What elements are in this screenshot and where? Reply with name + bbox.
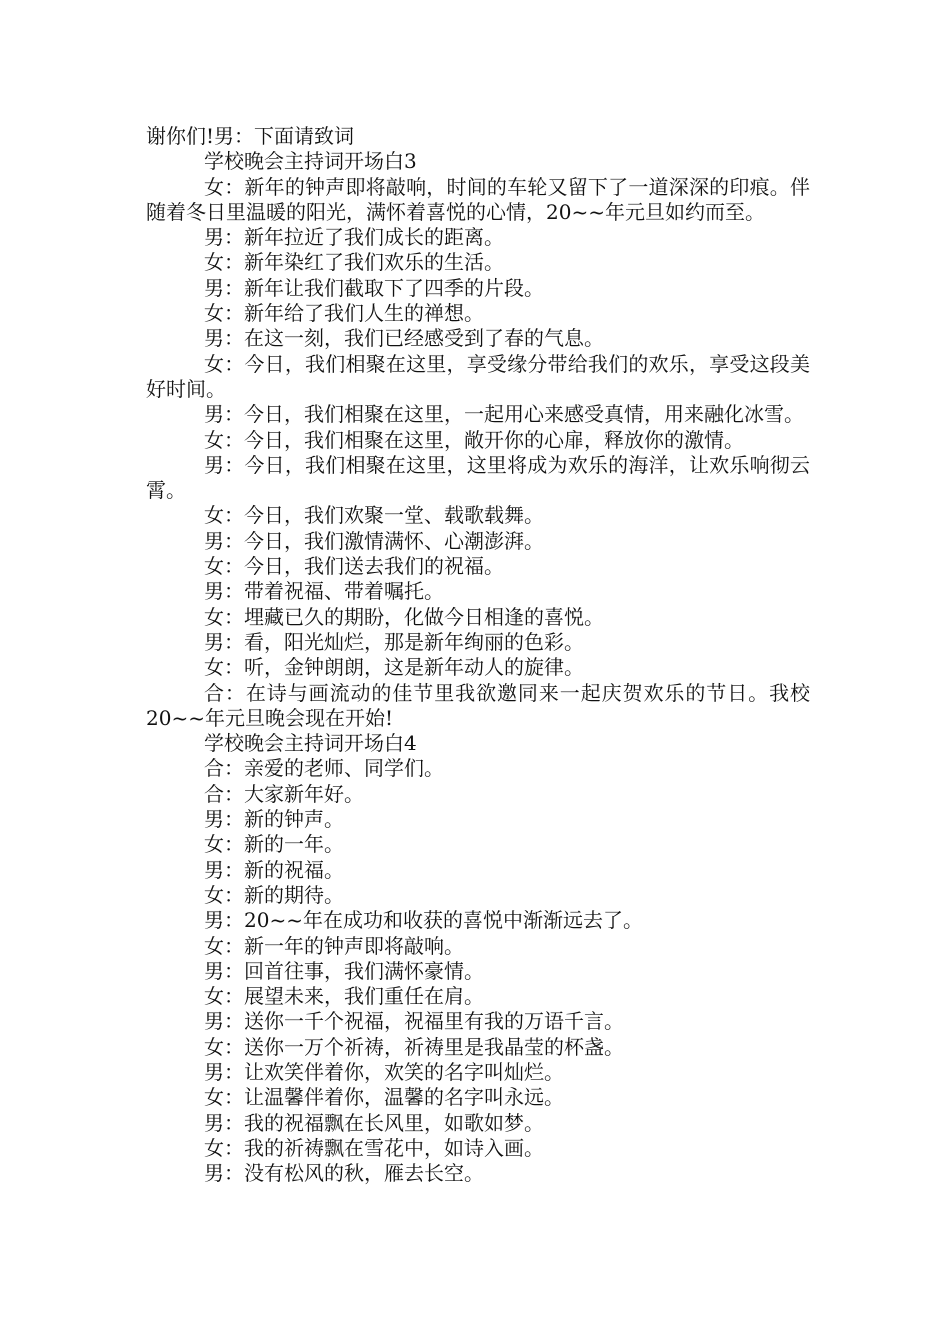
paragraph: 合：大家新年好。 (204, 781, 364, 806)
paragraph: 女：新的期待。 (204, 882, 344, 907)
paragraph: 男：看，阳光灿烂，那是新年绚丽的色彩。 (204, 629, 584, 654)
paragraph: 男：我的祝福飘在长风里，如歌如梦。 (204, 1110, 544, 1135)
paragraph: 男：在这一刻，我们已经感受到了春的气息。 (204, 326, 604, 351)
paragraph: 女：展望未来，我们重任在肩。 (204, 984, 484, 1009)
paragraph: 女：让温馨伴着你，温馨的名字叫永远。 (204, 1085, 564, 1110)
paragraph: 合：在诗与画流动的佳节里我欲邀同来一起庆贺欢乐的节日。我校20~~年元旦晚会现在开始! (146, 680, 810, 730)
paragraph: 女：听，金钟朗朗，这是新年动人的旋律。 (204, 655, 584, 680)
paragraph: 男：新的钟声。 (204, 807, 344, 832)
paragraph: 女：今日，我们相聚在这里，敞开你的心扉，释放你的激情。 (204, 427, 744, 452)
document-body (146, 124, 810, 1186)
paragraph: 男：带着祝福、带着嘱托。 (204, 579, 444, 604)
paragraph: 女：今日，我们相聚在这里，享受缘分带给我们的欢乐，享受这段美好时间。 (146, 351, 810, 401)
paragraph: 男：今日，我们激情满怀、心潮澎湃。 (204, 528, 544, 553)
paragraph: 男：新的祝福。 (204, 857, 344, 882)
paragraph: 女：新的一年。 (204, 832, 344, 857)
paragraph: 谢你们!男：下面请致词 (146, 124, 355, 148)
paragraph: 男：今日，我们相聚在这里，这里将成为欢乐的海洋，让欢乐响彻云霄。 (146, 452, 810, 503)
paragraph: 男：今日，我们相聚在这里，一起用心来感受真情，用来融化冰雪。 (204, 402, 804, 427)
paragraph: 男：20~~年在成功和收获的喜悦中渐渐远去了。 (204, 908, 643, 933)
paragraph: 男：没有松风的秋，雁去长空。 (204, 1161, 484, 1186)
paragraph: 女：新年给了我们人生的禅想。 (204, 301, 484, 326)
paragraph: 女：新年染红了我们欢乐的生活。 (204, 250, 504, 275)
paragraph: 女：送你一万个祈祷，祈祷里是我晶莹的杯盏。 (204, 1034, 624, 1059)
paragraph: 女：新一年的钟声即将敲响。 (204, 933, 464, 958)
paragraph: 学校晚会主持词开场白3 (204, 149, 417, 174)
paragraph: 女：我的祈祷飘在雪花中，如诗入画。 (204, 1135, 544, 1160)
paragraph: 女：今日，我们送去我们的祝福。 (204, 554, 504, 579)
paragraph: 男：送你一千个祝福，祝福里有我的万语千言。 (204, 1009, 624, 1034)
paragraph: 女：今日，我们欢聚一堂、载歌载舞。 (204, 503, 544, 528)
paragraph: 男：新年让我们截取下了四季的片段。 (204, 275, 544, 300)
paragraph: 学校晚会主持词开场白4 (204, 731, 417, 756)
paragraph: 男：新年拉近了我们成长的距离。 (204, 225, 504, 250)
paragraph: 男：让欢笑伴着你，欢笑的名字叫灿烂。 (204, 1059, 564, 1084)
paragraph: 女：新年的钟声即将敲响，时间的车轮又留下了一道深深的印痕。伴随着冬日里温暖的阳光，满怀着喜悦的心情，20~~年元旦如约而至。 (146, 174, 810, 224)
paragraph: 合：亲爱的老师、同学们。 (204, 756, 444, 781)
paragraph: 男：回首往事，我们满怀豪情。 (204, 958, 484, 983)
paragraph: 女：埋藏已久的期盼，化做今日相逢的喜悦。 (204, 604, 604, 629)
